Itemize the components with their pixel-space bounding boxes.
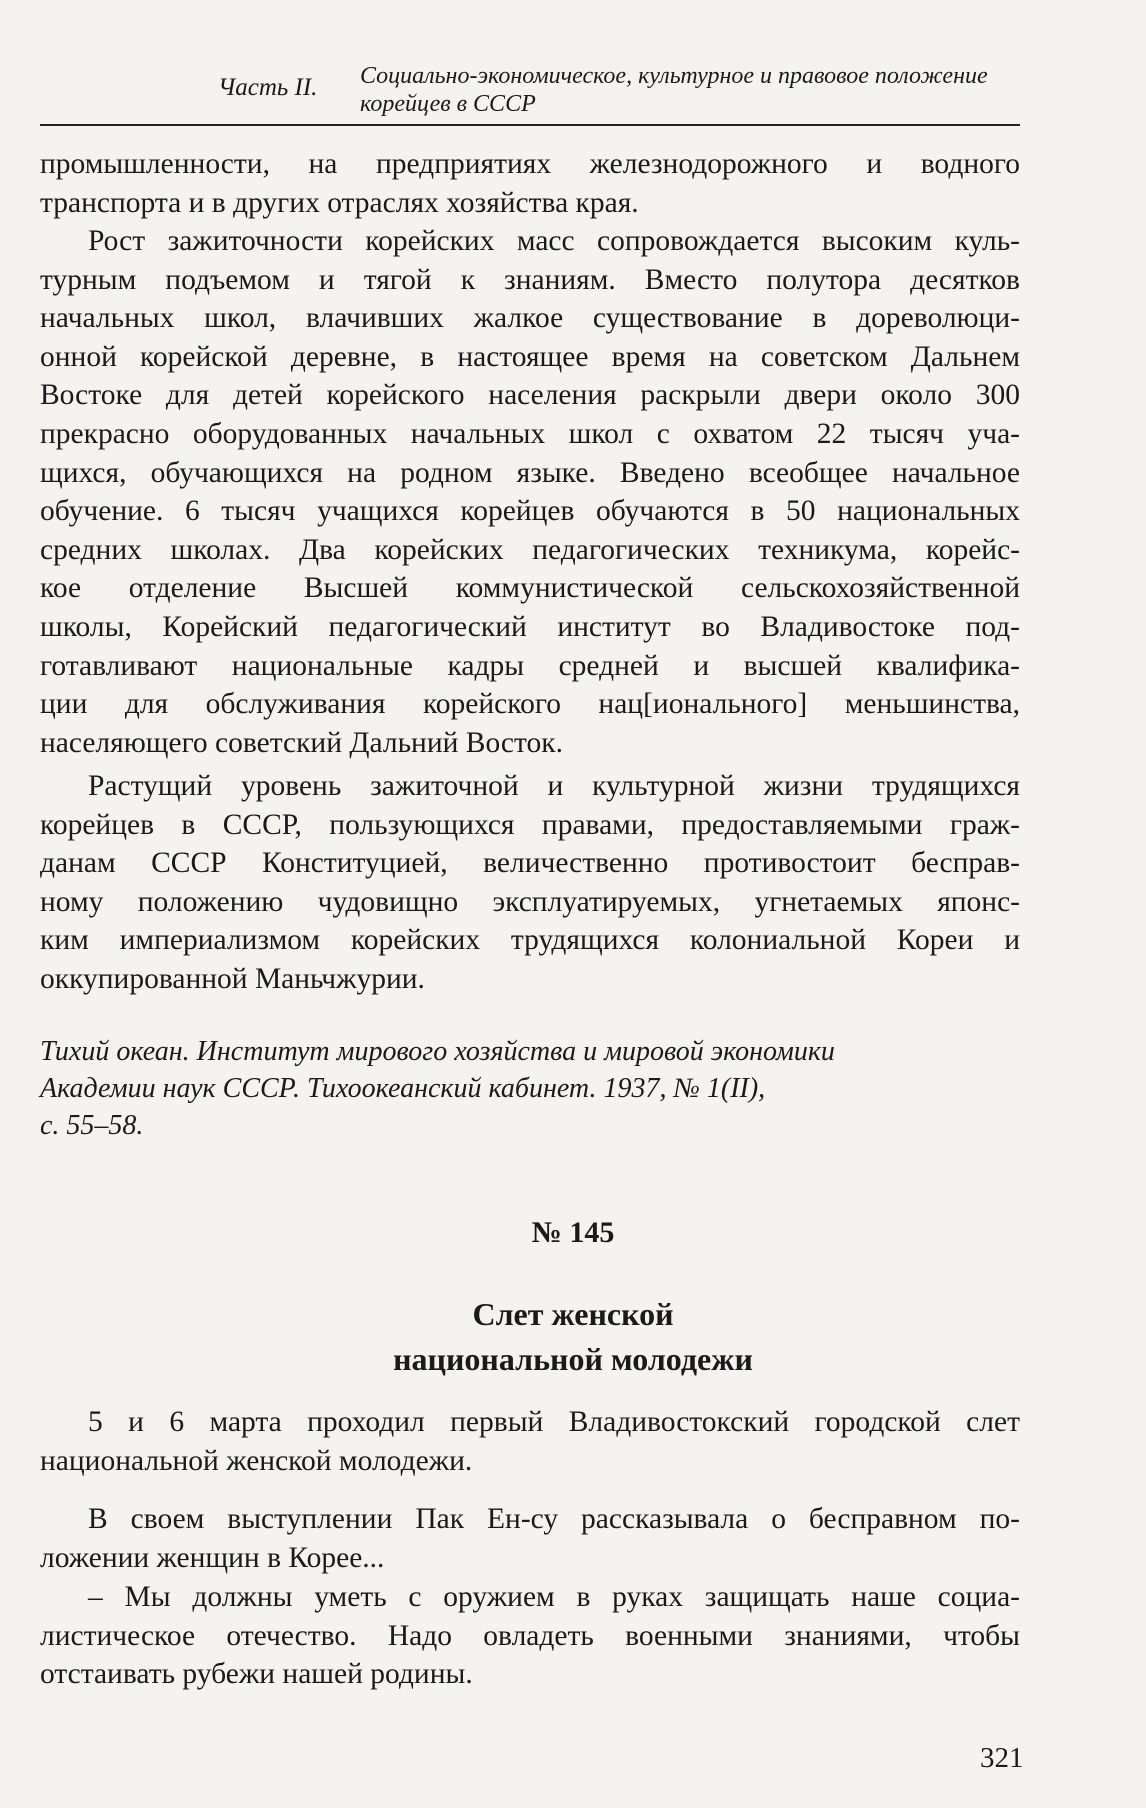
document-number: № 145	[531, 1216, 615, 1249]
text-line: начальных школ, влачивших жалкое существование в дореволюци-	[40, 302, 1020, 335]
paragraph-quote	[40, 1578, 1020, 1694]
text-line: населяющего советский Дальний Восток.	[40, 726, 563, 759]
header-part-label: Часть II.	[218, 74, 318, 101]
text-line: листическое отечество. Надо овладеть военными знаниями, чтобы	[40, 1619, 1020, 1652]
title-line: Слет женской	[472, 1296, 674, 1332]
text-line: Рост зажиточности корейских масс сопровождается высоким куль-	[88, 225, 1020, 257]
text-line: обучение. 6 тысяч учащихся корейцев обучаются в 50 национальных	[40, 495, 1020, 528]
text-line: кое отделение Высшей коммунистической сельскохозяйственной	[40, 572, 1020, 605]
citation-line: Академии наук СССР. Тихоокеанский кабинет. 1937, № 1(II),	[40, 1073, 766, 1104]
text-line: данам СССР Конституцией, величественно противостоит бесправ-	[40, 847, 1020, 880]
text-line: В своем выступлении Пак Ен-су рассказывала о бесправном по-	[88, 1503, 1020, 1535]
page-number: 321	[980, 1742, 1024, 1774]
paragraph-rally-intro	[40, 1403, 1020, 1480]
source-citation	[40, 1033, 1020, 1144]
paragraph-contrast	[40, 767, 1020, 999]
text-line: Растущий уровень зажиточной и культурной жизни трудящихся	[88, 770, 1020, 802]
header-title-line: Социально-экономическое, культурное и правовое положение	[360, 63, 988, 89]
text-line: оккупированной Маньчжурии.	[40, 962, 425, 995]
text-line: отстаивать рубежи нашей родины.	[40, 1658, 473, 1691]
document-title	[0, 1292, 1146, 1382]
header-title-line: корейцев в СССР	[360, 91, 536, 117]
text-line: 5 и 6 марта проходил первый Владивостокский городской слет	[88, 1406, 1020, 1438]
text-line: ким империализмом корейских трудящихся колониальной Кореи и	[40, 924, 1020, 957]
paragraph-speech	[40, 1500, 1020, 1577]
citation-line: с. 55–58.	[40, 1110, 144, 1141]
text-line: – Мы должны уметь с оружием в руках защищать наше социа-	[88, 1581, 1020, 1613]
header-divider	[40, 124, 1020, 126]
text-line: прекрасно оборудованных начальных школ с охватом 22 тысяч уча-	[40, 417, 1020, 450]
text-line: ложении женщин в Корее...	[40, 1541, 385, 1574]
text-line: ции для обслуживания корейского нац[ионального] меньшинства,	[40, 688, 1020, 721]
text-line: промышленности, на предприятиях железнодорожного и водного	[40, 148, 1020, 180]
paragraph-continuation	[40, 145, 1020, 222]
running-header	[40, 62, 1020, 122]
citation-line: Тихий океан. Институт мирового хозяйства и мировой экономики	[40, 1036, 835, 1067]
text-line: Востоке для детей корейского населения раскрыли двери около 300	[40, 379, 1020, 412]
text-line: транспорта и в других отраслях хозяйства края.	[40, 186, 639, 219]
text-line: корейцев в СССР, пользующихся правами, предоставляемыми граж-	[40, 808, 1020, 841]
header-section-title	[360, 62, 1020, 118]
text-line: онной корейской деревне, в настоящее время на советском Дальнем	[40, 340, 1020, 373]
paragraph-school-growth	[40, 222, 1020, 762]
text-line: ному положению чудовищно эксплуатируемых, угнетаемых японс-	[40, 885, 1020, 918]
text-line: национальной женской молодежи.	[40, 1444, 473, 1477]
text-line: готавливают национальные кадры средней и высшей квалифика-	[40, 649, 1020, 682]
text-line: турным подъемом и тягой к знаниям. Вместо полутора десятков	[40, 263, 1020, 296]
text-line: средних школах. Два корейских педагогических техникума, корейс-	[40, 533, 1020, 566]
text-line: школы, Корейский педагогический институт во Владивостоке под-	[40, 610, 1020, 643]
text-line: щихся, обучающихся на родном языке. Введено всеобщее начальное	[40, 456, 1020, 489]
title-line: национальной молодежи	[393, 1341, 753, 1377]
